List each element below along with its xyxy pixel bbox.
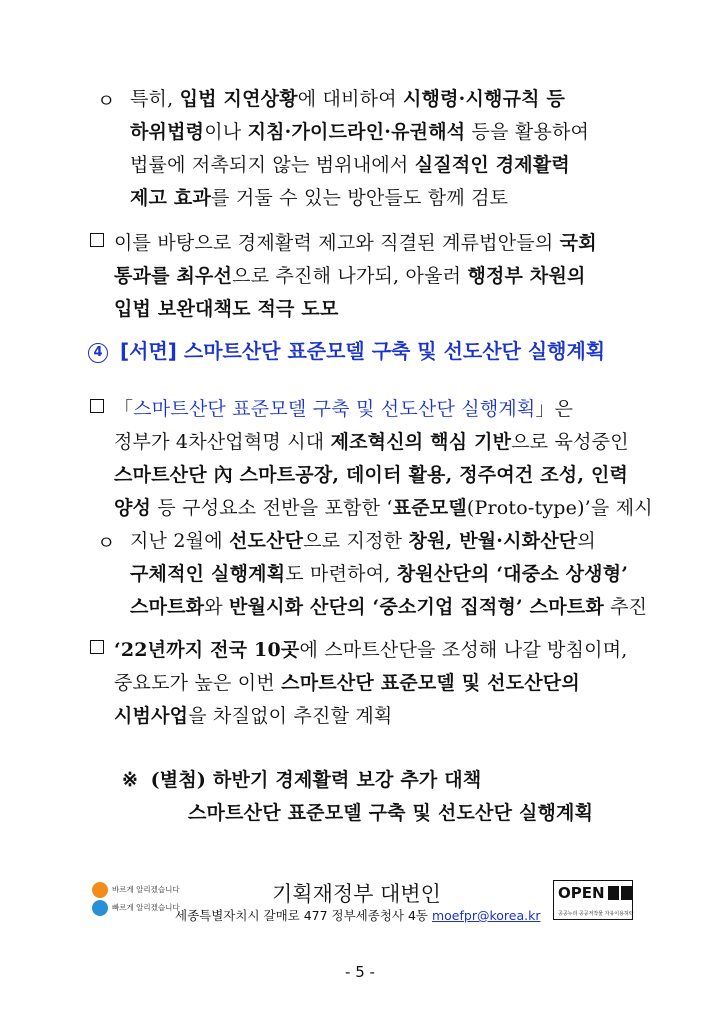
- note-text: (별첨) 하반기 경제활력 보강 추가 대책: [150, 769, 482, 791]
- address-text: 세종특별자치시 갈매로 477 정부세종청사 4동: [175, 908, 432, 923]
- text-run: 스마트산단 표준모델 구축 및 선도산단 실행계획: [133, 398, 536, 420]
- text-run: 」은: [535, 398, 574, 420]
- text-run: 중요도가 높은 이번: [114, 672, 282, 694]
- p1-line3: [130, 150, 570, 177]
- text-run: 표준모델: [392, 497, 467, 519]
- text-run: 국회: [559, 232, 597, 254]
- square-bullet-icon: [90, 399, 104, 413]
- text-run: 제조혁신의 핵심 기반: [330, 431, 512, 453]
- p3-line4: [114, 493, 653, 520]
- text-run: 시행령·시행규칙 등: [402, 88, 566, 110]
- text-run: 에 스마트산단을 조성해 나갈 방침이며,: [299, 639, 628, 661]
- orange-dot-icon: [92, 882, 108, 898]
- section-heading-text: [서면] 스마트산단 표준모델 구축 및 선도산단 실행계획: [120, 339, 606, 363]
- p2-line3: [114, 294, 339, 321]
- p4-line3: [130, 592, 647, 619]
- text-run: 으로 육성중인: [511, 431, 629, 453]
- footer-address: [175, 906, 540, 924]
- license-icon: [608, 886, 619, 900]
- p1-line1: [130, 84, 565, 111]
- square-bullet-icon: [90, 233, 104, 247]
- text-run: 창원, 반월·시화산단: [408, 530, 578, 552]
- section-heading: [88, 335, 605, 364]
- p2-line1: [114, 228, 597, 255]
- text-run: 를 거둘 수 있는 방안들도 함께 검토: [211, 187, 509, 209]
- email-link[interactable]: moefpr@korea.kr: [431, 908, 541, 923]
- note-line1: [122, 765, 481, 792]
- text-run: 입법 지연상황: [179, 88, 298, 110]
- text-run: 「: [114, 398, 134, 420]
- square-bullet-icon: [90, 640, 104, 654]
- agency-logo: [90, 878, 180, 918]
- text-run: 을 차질없이 추진할 계획: [188, 705, 393, 727]
- text-run: 시범사업: [114, 705, 189, 727]
- license-icon: [621, 886, 632, 900]
- text-run: 와: [204, 596, 230, 618]
- p2-line2: [114, 261, 586, 288]
- text-run: 이를 바탕으로 경제활력 제고와 직결된 계류법안들의: [114, 232, 560, 254]
- text-run: 으로 추진해 나가되, 아울러: [232, 265, 468, 287]
- logo-line2: 빠르게 알리겠습니다: [112, 903, 180, 912]
- p3-line2: [114, 427, 629, 454]
- text-run: 선도산단: [228, 530, 304, 552]
- circled-number: 4: [88, 343, 108, 363]
- text-run: (Proto-type)’을 제시: [466, 497, 653, 519]
- note-line2: 스마트산단 표준모델 구축 및 선도산단 실행계획: [188, 802, 594, 824]
- text-run: 등 구성요소 전반을 포함한 ‘: [151, 497, 393, 519]
- text-run: 에 대비하여: [297, 88, 403, 110]
- p1-line4: [130, 183, 508, 210]
- text-run: 창원산단의 ‘대중소 상생형’: [396, 563, 629, 585]
- text-run: 제고 효과: [130, 187, 212, 209]
- open-license-badge: [553, 880, 633, 920]
- text-run: 의: [577, 530, 596, 552]
- text-run: 실질적인 경제활력: [414, 154, 570, 176]
- text-run: 이나: [204, 121, 248, 143]
- blue-dot-icon: [92, 900, 108, 916]
- p1-line2: [130, 117, 589, 144]
- text-run: 특히,: [130, 88, 180, 110]
- text-run: 법률에 저촉되지 않는 범위내에서: [130, 154, 415, 176]
- text-run: 스마트화: [130, 596, 205, 618]
- text-run: 지침·가이드라인·유권해석: [247, 121, 466, 143]
- text-run: 하위법령: [130, 121, 205, 143]
- sub-bullet-icon: ㅇ: [97, 90, 116, 112]
- text-run: 추진: [603, 596, 648, 618]
- text-run: 스마트산단 內 스마트공장, 데이터 활용, 정주여건 조성, 인력: [114, 464, 629, 486]
- text-run: 정부가 4차산업혁명 시대: [114, 431, 331, 453]
- text-run: 양성: [114, 497, 152, 519]
- sub-bullet-icon: ㅇ: [97, 532, 116, 554]
- p5-line3: [114, 701, 392, 728]
- note-mark: ※: [122, 769, 139, 791]
- text-run: 구체적인 실행계획: [130, 563, 286, 585]
- p4-line2: [130, 559, 628, 586]
- text-run: 스마트산단 표준모델 및 선도산단의: [281, 672, 580, 694]
- text-run: 지난 2월에: [130, 530, 229, 552]
- text-run: 입법 보완대책도 적극 도모: [114, 298, 339, 320]
- footer-title: 기획재정부 대변인: [272, 882, 441, 906]
- open-label: OPEN: [558, 884, 605, 902]
- text-run: 통과를 최우선: [114, 265, 233, 287]
- text-run: 등을 활용하여: [465, 121, 590, 143]
- text-run: ‘22년까지 전국 10곳: [114, 639, 300, 661]
- p3-line1: [114, 394, 573, 421]
- p4-line1: [130, 526, 596, 553]
- open-sub: 공공누리 공공저작물 자유이용허락: [558, 911, 634, 917]
- p5-line1: [114, 635, 628, 662]
- text-run: 행정부 차원의: [467, 265, 586, 287]
- logo-line1: 바르게 알리겠습니다: [112, 885, 180, 894]
- p3-line3: [114, 460, 628, 487]
- p5-line2: [114, 668, 580, 695]
- text-run: 도 마련하여,: [285, 563, 397, 585]
- text-run: 반월시화 산단의 ‘중소기업 집적형’ 스마트화: [229, 596, 604, 618]
- text-run: 으로 지정한: [303, 530, 409, 552]
- page-number: - 5 -: [345, 963, 375, 981]
